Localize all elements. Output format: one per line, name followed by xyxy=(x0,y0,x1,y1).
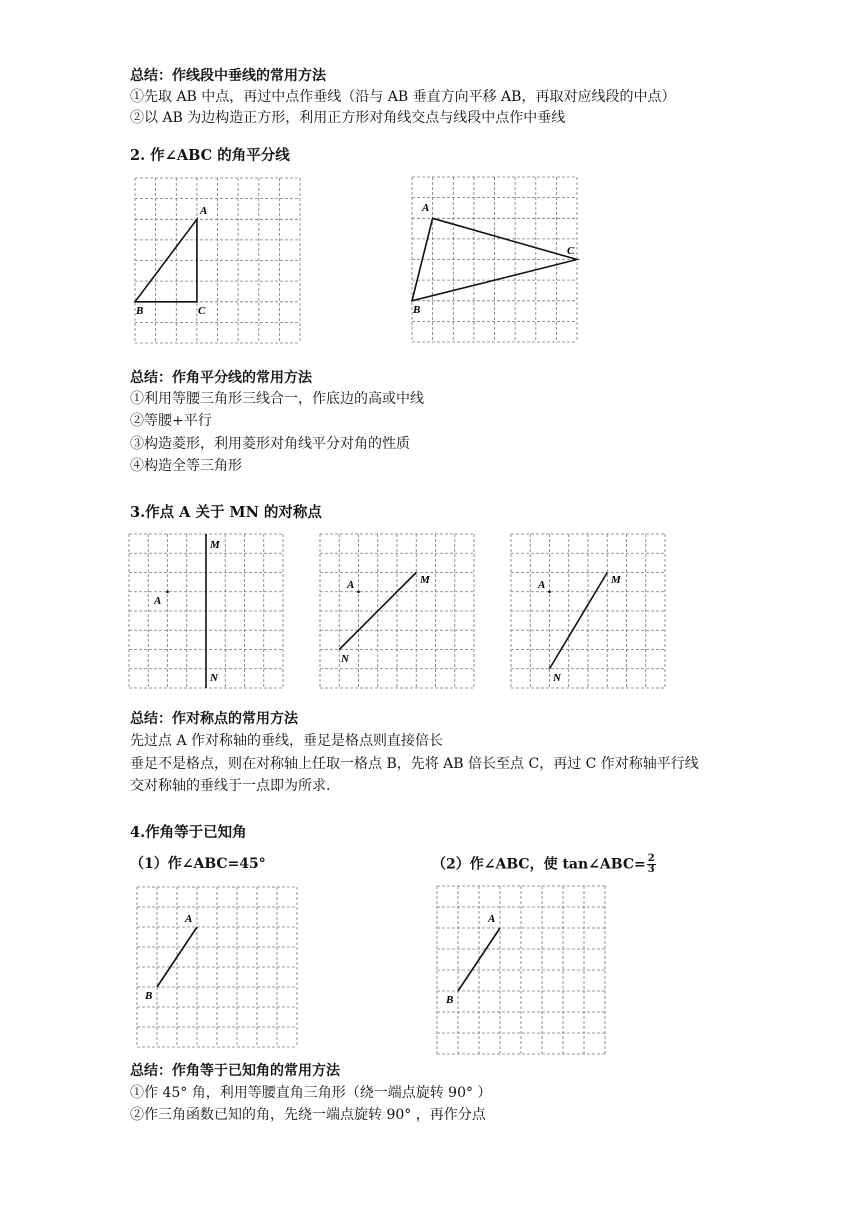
point-a xyxy=(166,590,169,593)
s2-item-1: ①利用等腰三角形三线合一，作底边的高或中线 xyxy=(130,391,424,407)
s4-sub-1: （1）作∠ABC=45° xyxy=(130,856,266,872)
label-b: B xyxy=(413,304,421,316)
label-a: A xyxy=(538,579,546,591)
label-m: M xyxy=(420,574,430,586)
s2-figure-2 xyxy=(412,177,577,342)
s3-summary-title: 总结：作对称点的常用方法 xyxy=(130,711,298,727)
s4-figure-1 xyxy=(137,887,297,1047)
fraction-numerator: 2 xyxy=(647,853,655,864)
s2-figure-1 xyxy=(135,178,300,343)
label-a: A xyxy=(154,595,162,607)
label-a: A xyxy=(200,205,208,217)
label-n: N xyxy=(553,672,561,684)
grid-lines xyxy=(135,178,300,343)
fraction-denominator: 3 xyxy=(647,864,655,875)
s1-summary-title: 总结：作线段中垂线的常用方法 xyxy=(130,68,326,84)
grid-lines xyxy=(137,887,297,1047)
label-a: A xyxy=(488,913,496,925)
s2-item-4: ④构造全等三角形 xyxy=(130,458,242,474)
s2-heading: 2. 作∠ABC 的角平分线 xyxy=(130,147,290,164)
s4-sub-2-text: （2）作∠ABC，使 tan∠ABC= xyxy=(432,856,646,873)
label-b: B xyxy=(145,990,153,1002)
s3-figure-2 xyxy=(320,534,474,688)
s3-heading: 3.作点 A 关于 MN 的对称点 xyxy=(130,504,322,521)
s4-summary-title: 总结：作角等于已知角的常用方法 xyxy=(130,1063,340,1079)
s1-method-1: ①先取 AB 中点，再过中点作垂线（沿与 AB 垂直方向平移 AB，再取对应线段的中点） xyxy=(130,89,676,105)
s3-figure-1 xyxy=(129,534,283,688)
label-m: M xyxy=(611,574,621,586)
label-a: A xyxy=(422,202,430,214)
s2-item-3: ③构造菱形，利用菱形对角线平分对角的性质 xyxy=(130,436,410,452)
label-c: C xyxy=(198,305,206,317)
axis-mn xyxy=(550,573,608,669)
s4-figure-2 xyxy=(437,886,605,1054)
grid-lines xyxy=(412,177,577,342)
label-b: B xyxy=(136,305,144,317)
s3-figure-3 xyxy=(511,534,665,688)
label-c: C xyxy=(567,245,575,257)
label-n: N xyxy=(341,653,349,665)
label-b: B xyxy=(446,994,454,1006)
label-m: M xyxy=(210,539,220,551)
grid-lines xyxy=(511,534,665,688)
s2-summary-title: 总结：作角平分线的常用方法 xyxy=(130,370,312,386)
label-n: N xyxy=(210,672,218,684)
s4-method-2: ②作三角函数已知的角，先绕一端点旋转 90° ，再作分点 xyxy=(130,1107,486,1123)
s1-method-2: ②以 AB 为边构造正方形，利用正方形对角线交点与线段中点作中垂线 xyxy=(130,110,566,126)
s3-line-2: 垂足不是格点，则在对称轴上任取一格点 B，先将 AB 倍长至点 C，再过 C 作对称轴平行线 xyxy=(130,756,699,772)
s4-heading: 4.作角等于已知角 xyxy=(130,824,247,841)
s3-line-3: 交对称轴的垂线于一点即为所求. xyxy=(130,778,331,794)
s4-sub-2 xyxy=(432,854,656,875)
s2-item-2: ②等腰+平行 xyxy=(130,413,212,429)
fraction xyxy=(647,854,656,875)
point-a xyxy=(548,590,551,593)
s4-method-1: ①作 45° 角，利用等腰直角三角形（绕一端点旋转 90° ） xyxy=(130,1085,492,1101)
label-a: A xyxy=(185,913,193,925)
label-a: A xyxy=(347,579,355,591)
s3-line-1: 先过点 A 作对称轴的垂线，垂足是格点则直接倍长 xyxy=(130,733,444,749)
point-a xyxy=(357,590,360,593)
grid-lines xyxy=(437,886,605,1054)
